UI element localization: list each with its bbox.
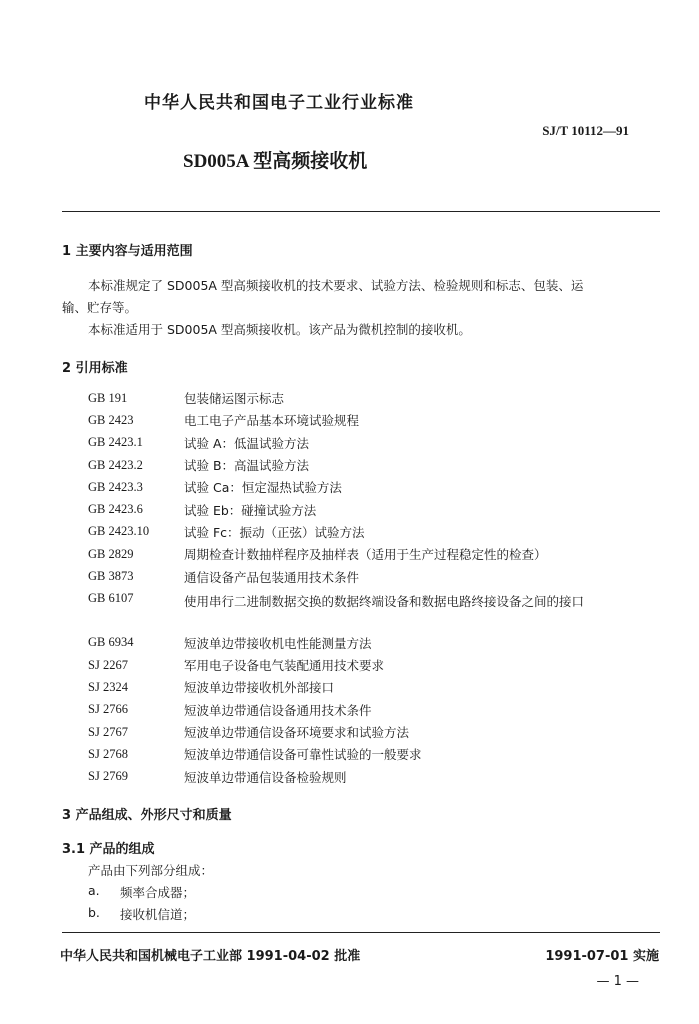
referenced-standards-list	[88, 387, 644, 788]
reference-item	[88, 588, 644, 632]
issuing-organization: 中华人民共和国电子工业行业标准	[144, 93, 414, 113]
reference-code: GB 2423	[88, 412, 134, 427]
reference-title: 短波单边带接收机外部接口	[184, 680, 335, 696]
list-item-label: a.	[88, 883, 100, 898]
reference-code: GB 6934	[88, 635, 134, 650]
approval-statement: 中华人民共和国机械电子工业部 1991-04-02 批准	[60, 949, 361, 964]
reference-item	[88, 387, 644, 409]
section-1-paragraph-2: 本标准适用于 SD005A 型高频接收机。该产品为微机控制的接收机。	[88, 322, 471, 337]
reference-code: GB 2423.6	[88, 502, 143, 517]
reference-code: GB 2423.10	[88, 524, 150, 539]
section-2-heading: 2 引用标准	[62, 361, 128, 376]
reference-code: SJ 2267	[88, 657, 128, 672]
reference-code: GB 6107	[88, 590, 134, 605]
reference-code: SJ 2769	[88, 769, 128, 784]
reference-item	[88, 699, 644, 721]
page-number: — 1 —	[596, 974, 639, 989]
reference-title: 短波单边带通信设备通用技术条件	[184, 702, 372, 718]
reference-item	[88, 654, 644, 676]
list-item-text: 接收机信道；	[120, 907, 196, 922]
reference-item	[88, 676, 644, 698]
reference-item	[88, 476, 644, 498]
reference-code: SJ 2324	[88, 679, 128, 694]
reference-item	[88, 543, 644, 565]
reference-item	[88, 432, 644, 454]
reference-item	[88, 765, 644, 787]
list-item-label: b.	[88, 905, 100, 920]
reference-item	[88, 409, 644, 431]
reference-code: GB 2423.3	[88, 479, 143, 494]
reference-item	[88, 521, 644, 543]
effective-date: 1991-07-01 实施	[545, 949, 659, 964]
reference-item	[88, 721, 644, 743]
reference-title: 试验 B：高温试验方法	[184, 458, 310, 474]
section-3-1-heading: 3.1 产品的组成	[62, 842, 155, 857]
reference-title: 短波单边带通信设备检验规则	[184, 769, 347, 785]
reference-title: 短波单边带通信设备环境要求和试验方法	[184, 725, 410, 740]
reference-title: 短波单边带通信设备可靠性试验的一般要求	[184, 747, 422, 763]
reference-code: GB 2423.2	[88, 457, 143, 472]
reference-item	[88, 632, 644, 654]
section-1-paragraph-1-line-2: 输、贮存等。	[62, 300, 138, 315]
reference-title: 通信设备产品包装通用技术条件	[184, 569, 360, 585]
reference-title: 试验 A：低温试验方法	[184, 435, 310, 451]
reference-code: GB 3873	[88, 569, 134, 584]
header-divider	[62, 211, 660, 212]
section-3-heading: 3 产品组成、外形尺寸和质量	[62, 808, 232, 823]
reference-code: GB 2829	[88, 546, 134, 561]
reference-item	[88, 454, 644, 476]
reference-title: 短波单边带接收机电性能测量方法	[184, 635, 372, 651]
reference-item	[88, 565, 644, 587]
reference-item	[88, 498, 644, 520]
list-item-text: 频率合成器；	[120, 885, 196, 900]
reference-code: SJ 2767	[88, 724, 128, 739]
reference-code: GB 2423.1	[88, 435, 143, 450]
footer-divider	[62, 932, 660, 933]
reference-title: 试验 Fc：振动（正弦）试验方法	[184, 524, 365, 540]
reference-title: 电工电子产品基本环境试验规程	[184, 413, 360, 429]
reference-code: SJ 2768	[88, 746, 128, 761]
reference-title: 军用电子设备电气装配通用技术要求	[184, 658, 385, 674]
reference-title: 试验 Eb：碰撞试验方法	[184, 502, 317, 518]
reference-title: 周期检查计数抽样程序及抽样表（适用于生产过程稳定性的检查）	[184, 547, 547, 563]
reference-title: 试验 Ca：恒定湿热试验方法	[184, 480, 342, 496]
reference-code: SJ 2766	[88, 702, 128, 717]
document-title: SD005A 型高频接收机	[183, 151, 368, 172]
section-3-1-intro: 产品由下列部分组成：	[88, 863, 214, 878]
reference-code: GB 191	[88, 390, 128, 405]
section-1-heading: 1 主要内容与适用范围	[62, 244, 193, 259]
standard-code: SJ/T 10112—91	[542, 123, 629, 138]
reference-item	[88, 743, 644, 765]
section-1-paragraph-1-line-1: 本标准规定了 SD005A 型高频接收机的技术要求、试验方法、检验规则和标志、包装、运	[88, 278, 584, 293]
reference-title: 使用串行二进制数据交换的数据终端设备和数据电路终接设备之间的接口	[184, 593, 585, 609]
reference-title: 包装储运图示标志	[184, 391, 285, 407]
